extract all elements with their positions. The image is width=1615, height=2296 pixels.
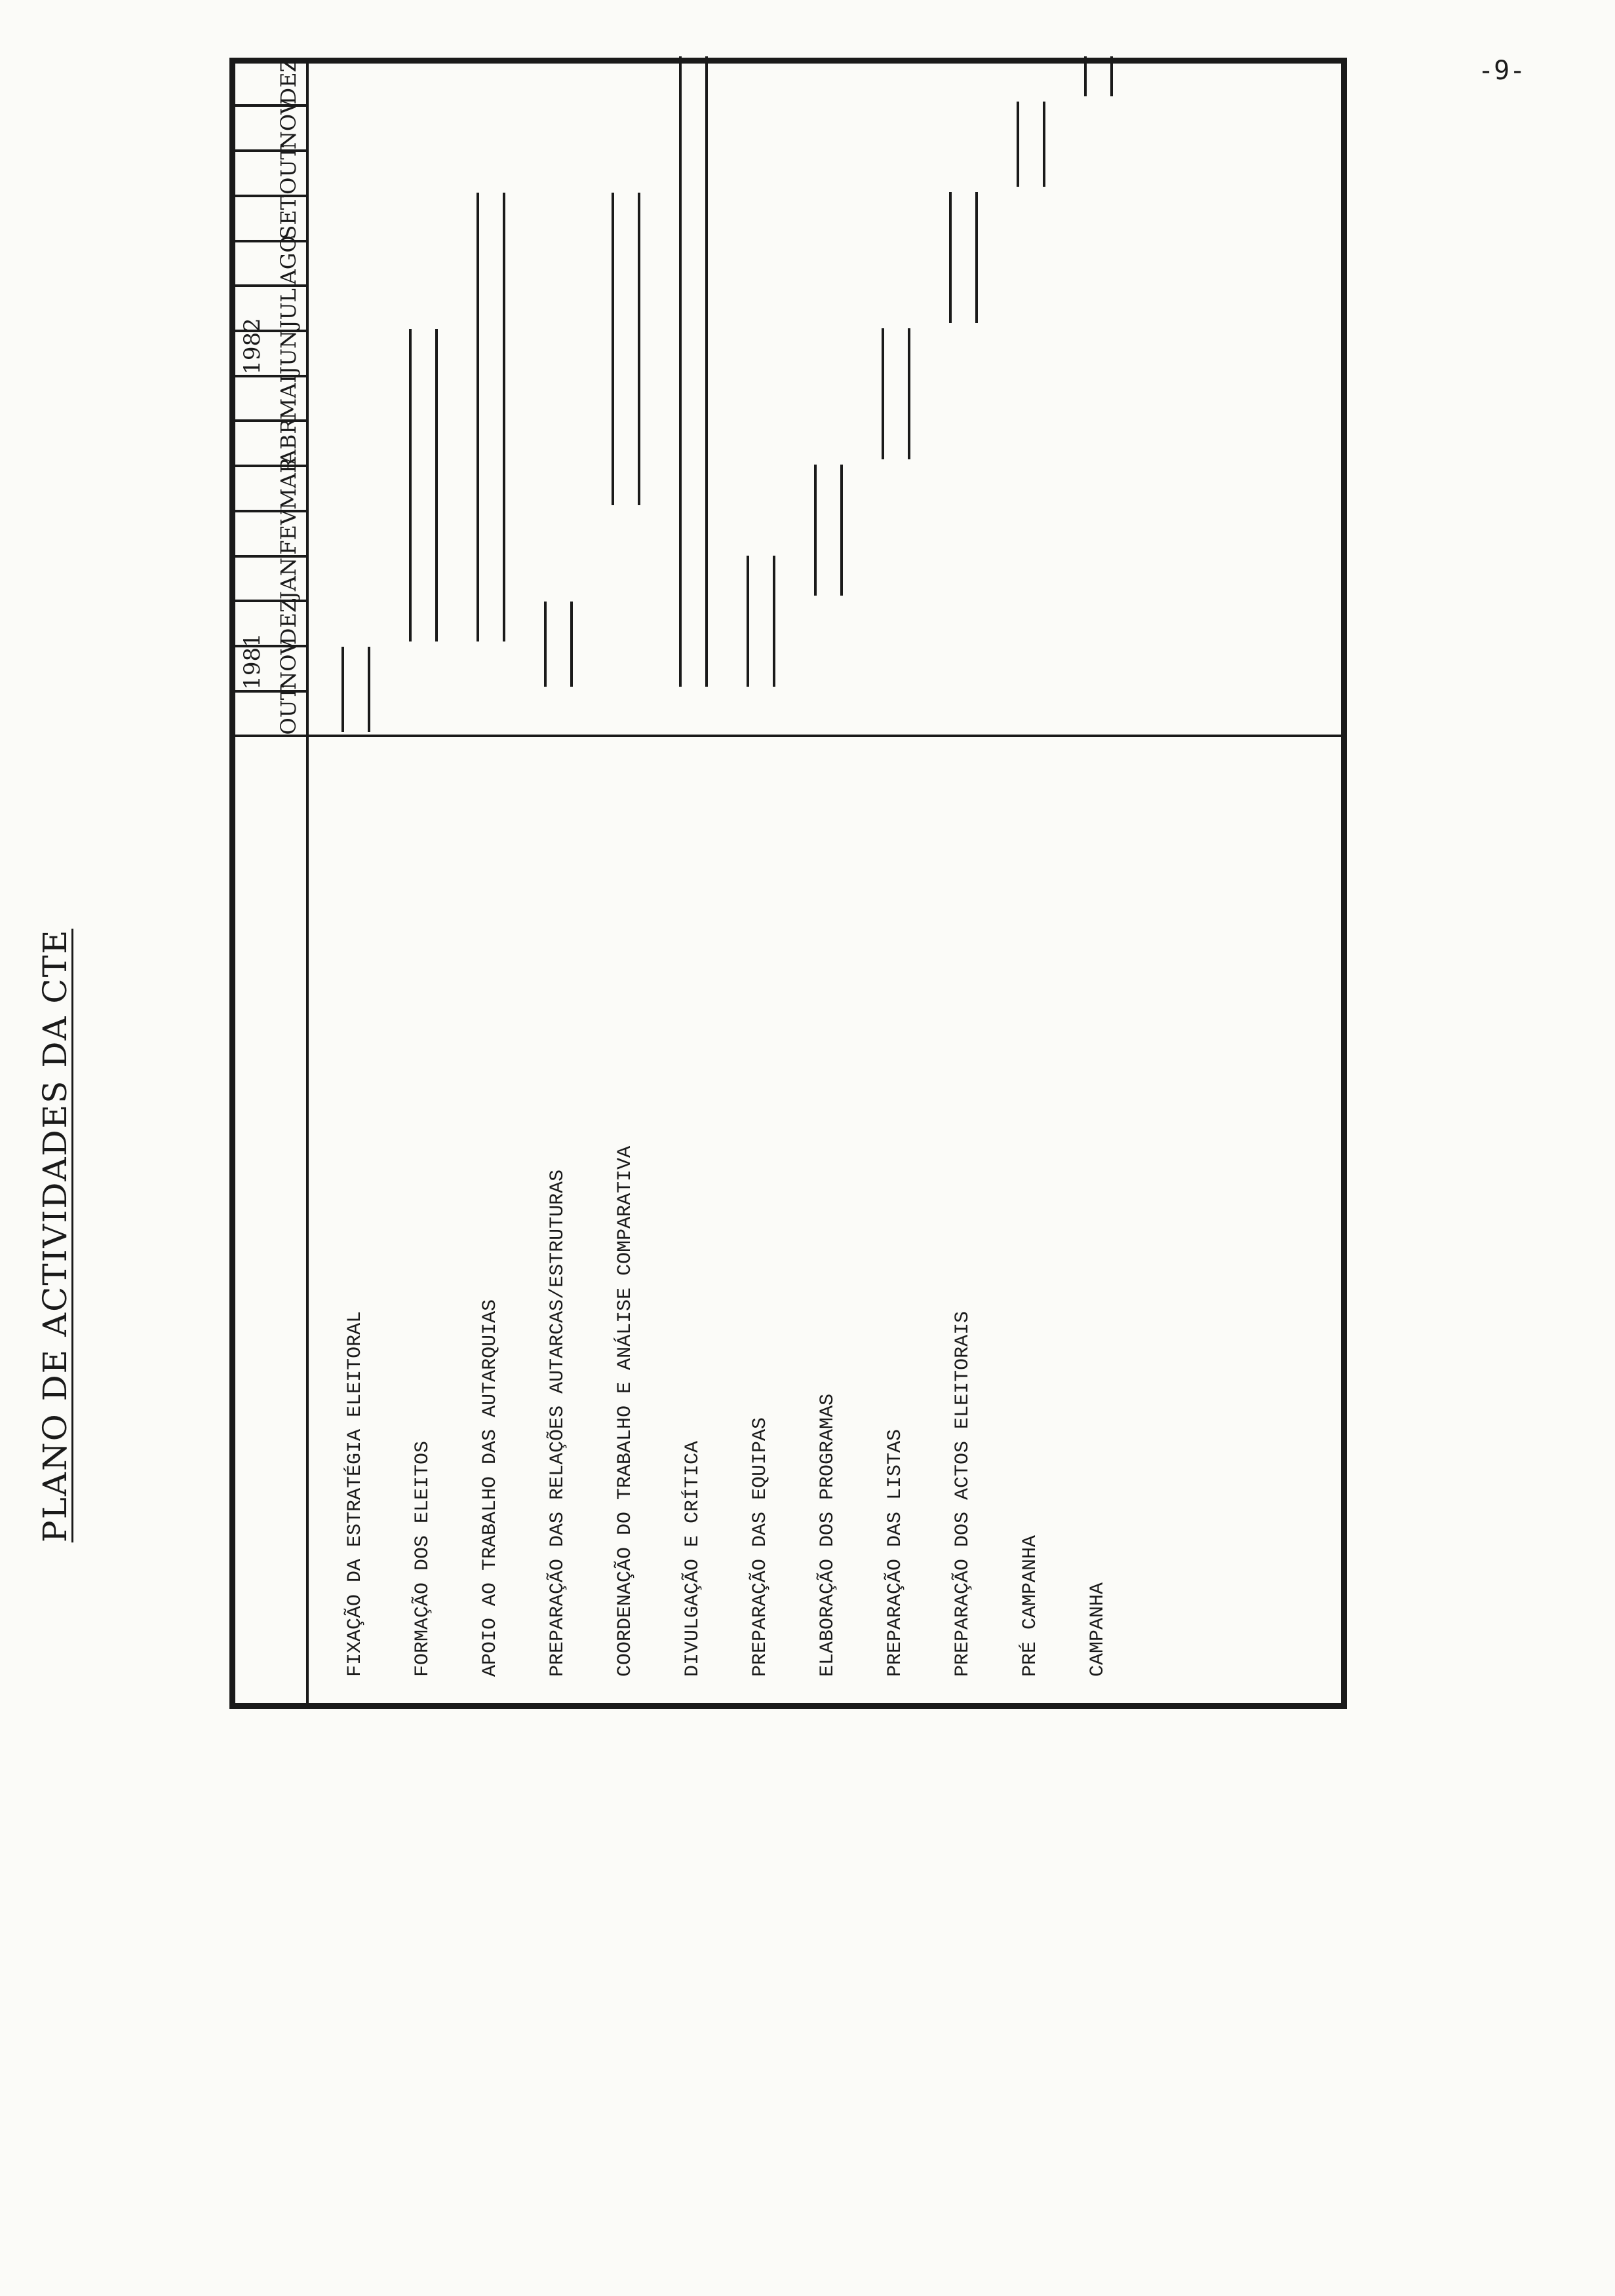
gantt-bars [309,64,1341,735]
activity-bar [949,193,978,324]
activity-label: APOIO AO TRABALHO DAS AUTARQUIAS [479,1299,501,1677]
activity-label: ELABORAÇÃO DOS PROGRAMAS [817,1393,839,1677]
activity-bar [814,465,843,596]
month-label: JUN [276,330,301,375]
month-cell-1982-sep [233,196,308,241]
activity-label: FORMAÇÃO DOS ELEITOS [412,1440,434,1677]
header-label-cell [233,737,308,1706]
activity-labels [322,1146,1132,1677]
body-row [307,61,1344,1706]
month-label: SET [276,195,301,240]
activity-label: PREPARAÇÃO DAS RELAÇÕES AUTARCAS/ESTRUTURAS [547,1169,569,1677]
month-cell-1981-dec [233,598,308,646]
month-cell-1982-feb [233,511,308,556]
activity-bar [747,556,775,687]
activity-bar [544,602,573,687]
month-cell-1982-dec [233,58,308,106]
activity-label-cell [307,737,1344,1706]
activity-label: PRÉ CAMPANHA [1019,1535,1041,1677]
timeline-area [307,61,1344,737]
month-label: DEZ [276,58,301,105]
activity-bar [612,193,640,505]
month-cell-1982-oct [233,145,308,196]
month-cell-1982-jan [233,556,308,602]
month-cell-1982-jul [233,286,308,331]
month-label: MAR [276,457,301,510]
activity-label: FIXAÇÃO DA ESTRATÉGIA ELEITORAL [344,1311,366,1677]
month-label: DEZ [276,598,301,645]
activity-label: CAMPANHA [1087,1582,1109,1677]
activity-plan-table [229,58,1347,1709]
month-cell-1981-oct [233,685,308,737]
header-row [233,61,308,1706]
activity-label: COORDENAÇÃO DO TRABALHO E ANÁLISE COMPARATIVA [614,1145,636,1677]
month-cell-1982-mar [233,457,308,511]
month-label: ABR [276,418,301,465]
month-label: OUT [276,685,301,735]
month-label: AGO [276,235,301,285]
activity-bar [1017,102,1045,187]
month-label: NOV [276,640,301,690]
activity-label: PREPARAÇÃO DAS LISTAS [884,1428,906,1677]
year-label-1981: 1981 [239,633,265,690]
month-label: JAN [276,558,301,600]
month-label: NOV [276,99,301,150]
month-cell-1982-nov [233,99,308,151]
month-label: FEV [276,509,301,555]
month-label: MAI [276,374,301,420]
month-label: JUL [276,288,301,329]
page-number: -9- [1478,56,1526,86]
activity-bar [882,329,910,460]
month-cell-1981-nov [233,633,308,691]
page-title: PLANO DE ACTIVIDADES DA CTE [36,928,74,1542]
activity-bar [1084,56,1113,96]
activity-label: PREPARAÇÃO DOS ACTOS ELEITORAIS [952,1311,974,1677]
month-cell-1982-may [233,376,308,421]
activity-bar [341,647,370,733]
year-label-1982: 1982 [239,318,265,375]
activity-label: PREPARAÇÃO DAS EQUIPAS [749,1417,771,1677]
month-cell-1982-jun [233,318,308,376]
activity-bar [409,329,438,641]
activity-label: DIVULGAÇÃO E CRÍTICA [682,1440,704,1677]
month-cell-1982-aug [233,235,308,286]
activity-bar [477,193,505,641]
activity-bar [679,56,708,687]
month-cell-1982-apr [233,418,308,466]
month-label: OUT [276,145,301,195]
